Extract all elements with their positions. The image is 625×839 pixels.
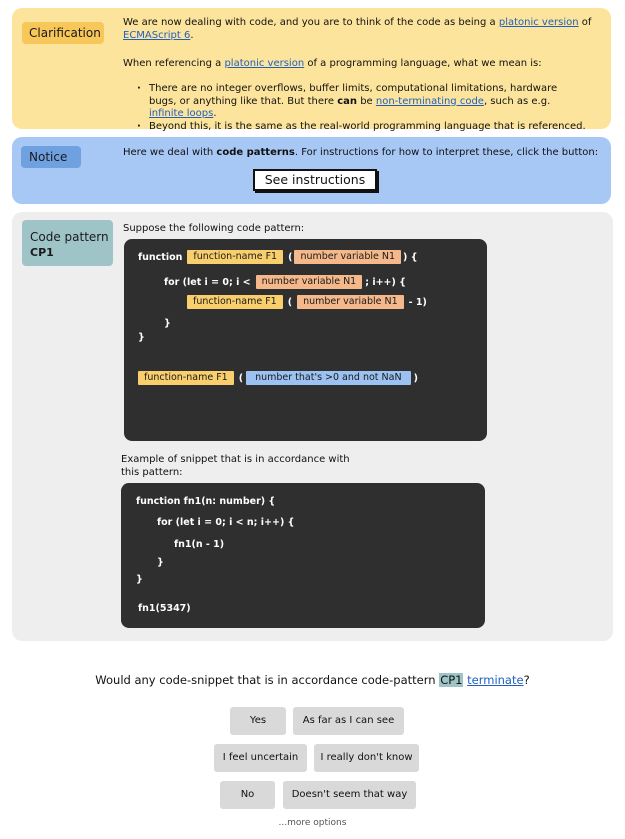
code-pattern-tag-label: Code pattern <box>30 230 109 244</box>
example-line-5: } <box>136 573 143 585</box>
code-text: - 1) <box>408 296 427 308</box>
answer-no-button[interactable]: No <box>220 781 275 809</box>
placeholder-number-variable: number variable N1 <box>294 250 401 264</box>
platonic-version-link-2[interactable]: platonic version <box>224 58 305 69</box>
code-example-block <box>121 483 485 628</box>
pattern-line-2 <box>164 274 406 290</box>
clarification-list <box>137 83 587 133</box>
code-pattern-panel <box>12 212 613 641</box>
punctuation: ) { <box>403 251 418 263</box>
answer-i-feel-uncertain-button[interactable]: I feel uncertain <box>214 744 307 772</box>
bullet-bold-text: can <box>337 95 358 107</box>
example-line-4: } <box>157 556 164 568</box>
pattern-line-4: } <box>164 317 171 329</box>
example-label: Example of snippet that is in accordance with this pattern: <box>121 454 350 478</box>
notice-text-part: . For instructions for how to interpret these, click the button: <box>294 147 599 158</box>
answer-yes-button[interactable]: Yes <box>230 707 286 735</box>
clarification-text: . <box>190 29 194 41</box>
infinite-loops-link[interactable]: infinite loops <box>149 108 214 119</box>
answer-doesnt-seem-that-way-button[interactable]: Doesn't seem that way <box>283 781 416 809</box>
code-pattern-intro: Suppose the following code pattern: <box>123 223 305 234</box>
terminate-link[interactable]: terminate <box>467 673 524 687</box>
placeholder-function-name: function-name F1 <box>187 250 283 264</box>
notice-text-part: Here we deal with <box>123 147 217 158</box>
non-terminating-code-link[interactable]: non-terminating code <box>375 95 484 107</box>
pattern-line-3 <box>187 294 427 310</box>
ecmascript-6-link[interactable]: ECMAScript 6 <box>123 29 191 41</box>
punctuation: ( <box>287 296 293 308</box>
code-text: ; i++) { <box>365 276 406 288</box>
clarification-text: of <box>578 17 592 28</box>
notice-text <box>123 147 603 160</box>
bullet-text: There are no integer overflows, buffer limits, computational limitations, hardware bugs, or anything like that. But there <box>149 83 558 107</box>
answer-i-really-dont-know-button[interactable]: I really don't know <box>314 744 419 772</box>
code-pattern-id: CP1 <box>30 246 54 259</box>
example-line-6: fn1(5347) <box>138 602 191 614</box>
clarification-text: When referencing a <box>123 58 225 69</box>
notice-tag: Notice <box>21 146 81 168</box>
answer-as-far-as-i-can-see-button[interactable]: As far as I can see <box>293 707 404 735</box>
clarification-paragraph-2 <box>123 58 593 71</box>
platonic-version-link[interactable]: platonic version <box>498 17 579 28</box>
pattern-line-5: } <box>138 331 145 343</box>
notice-panel <box>12 137 611 204</box>
bullet-text: , such as e.g. <box>483 95 551 107</box>
clarification-paragraph-1 <box>123 17 593 42</box>
clarification-text: We are now dealing with code, and you are to think of the code as being a <box>123 17 499 28</box>
clarification-bullet-2: · Beyond this, it is the same as the real-world programming language that is referenced. <box>137 121 587 134</box>
example-line-3: fn1(n - 1) <box>174 538 225 550</box>
keyword: function <box>138 251 183 263</box>
more-options-link[interactable]: ...more options <box>278 818 347 828</box>
punctuation: ( <box>238 372 244 384</box>
clarification-text: of a programming language, what we mean is: <box>304 58 542 69</box>
code-pattern-block <box>124 239 487 441</box>
clarification-bullet-1 <box>137 83 587 121</box>
question-part: Would any code-snippet that is in accordance code-pattern <box>95 673 440 687</box>
notice-bold-text: code patterns <box>216 147 295 158</box>
punctuation: ( <box>288 251 293 263</box>
code-text: for (let i = 0; i < <box>164 276 251 288</box>
clarification-panel <box>12 8 611 132</box>
placeholder-number-value: number that's >0 and not NaN <box>246 371 411 385</box>
question-text <box>0 673 625 687</box>
placeholder-number-variable: number variable N1 <box>297 295 404 309</box>
bullet-text: . <box>213 108 217 119</box>
placeholder-number-variable: number variable N1 <box>256 275 363 289</box>
punctuation: ) <box>413 372 418 384</box>
pattern-line-6 <box>138 370 418 386</box>
example-line-1: function fn1(n: number) { <box>136 495 276 507</box>
placeholder-function-name: function-name F1 <box>138 371 234 385</box>
see-instructions-button[interactable]: See instructions <box>253 169 377 191</box>
placeholder-function-name: function-name F1 <box>187 295 283 309</box>
bullet-text: be <box>357 95 376 107</box>
pattern-line-1 <box>138 249 417 265</box>
code-pattern-tag <box>22 220 113 266</box>
clarification-tag: Clarification <box>22 22 104 44</box>
example-line-2: for (let i = 0; i < n; i++) { <box>157 516 295 528</box>
code-pattern-ref: CP1 <box>440 673 463 687</box>
question-part: ? <box>523 673 530 687</box>
